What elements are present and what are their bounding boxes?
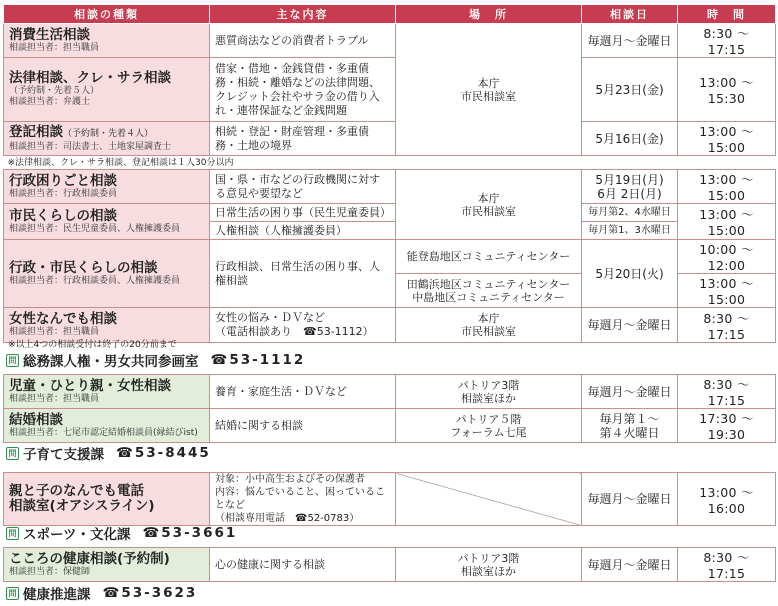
time-cell: 13:00 〜 15:00 xyxy=(678,170,776,204)
header-date: 相談日 xyxy=(582,5,678,24)
content-cell: 日常生活の困り事（民生児童委員） xyxy=(210,204,396,222)
place-cell-empty xyxy=(396,473,582,526)
time-cell: 13:00 〜 15:30 xyxy=(678,58,776,122)
service-staff: 相談担当者：担当職員 xyxy=(9,327,100,337)
service-name: こころの健康相談(予約制) xyxy=(9,550,170,567)
header-place: 場 所 xyxy=(396,5,582,24)
department-icon: 問 xyxy=(6,587,19,600)
time-cell: 8:30 〜 17:15 xyxy=(678,308,776,343)
service-name: 女性なんでも相談 xyxy=(9,311,117,327)
date-cell: 毎週月〜金曜日 xyxy=(582,24,678,58)
time-cell: 8:30 〜 17:15 xyxy=(678,375,776,409)
date-cell: 5月23日(金) xyxy=(582,58,678,122)
table-row xyxy=(4,170,776,204)
service-cell xyxy=(4,473,210,526)
dept-name: 総務課人権・男女共同参画室 xyxy=(23,354,199,370)
service-staff: 相談担当者：司法書士、土地家屋調査士 xyxy=(9,141,172,152)
table-row xyxy=(4,24,776,58)
consultation-table xyxy=(3,4,776,343)
time-cell: 17:30 〜 19:30 xyxy=(678,409,776,443)
content-cell: 人権相談（人権擁護委員） xyxy=(210,222,396,240)
note-row xyxy=(4,156,776,170)
time-cell: 8:30 〜 17:15 xyxy=(678,548,776,582)
table-row xyxy=(4,122,776,156)
department-icon: 問 xyxy=(6,527,19,540)
place-cell: 能登島地区コミュニティセンター xyxy=(396,240,582,274)
note-legal: ※法律相談、クレ・サラ相談、登記相談は１人30分以内 xyxy=(4,156,776,170)
dept-name: 子育て支援課 xyxy=(23,447,104,463)
service-name: 結婚相談 xyxy=(9,411,63,428)
date-cell: 5月19日(月) 6月 2日(月) xyxy=(582,170,678,204)
table-row xyxy=(4,58,776,122)
table-row xyxy=(4,548,776,582)
service-cell xyxy=(4,308,210,343)
service-staff: 相談担当者：担当職員 xyxy=(9,42,100,53)
time-cell: 13:00 〜 15:00 xyxy=(678,122,776,156)
service-cell xyxy=(4,240,210,308)
place-cell: 田鶴浜地区コミュニティセンター 中島地区コミュニティセンター xyxy=(396,274,582,308)
consultation-table-3 xyxy=(3,472,776,526)
dept-header xyxy=(0,350,305,370)
service-name-2: 相談室(オアシスライン) xyxy=(9,498,155,514)
place-cell: パトリア3階 相談室ほか xyxy=(396,375,582,409)
place-cell: パトリア3階 相談室ほか xyxy=(396,548,582,582)
header-row xyxy=(4,5,776,24)
dept-header xyxy=(0,443,211,463)
dept-name: スポーツ・文化課 xyxy=(23,527,131,543)
service-cell xyxy=(4,375,210,409)
place-cell: パトリア５階 フォーラム七尾 xyxy=(396,409,582,443)
date-cell: 毎週月〜金曜日 xyxy=(582,548,678,582)
service-cell xyxy=(4,122,210,156)
date-cell: 毎月第１〜 第４火曜日 xyxy=(582,409,678,443)
date-cell: 毎週月〜金曜日 xyxy=(582,473,678,526)
time-cell: 13:00 〜 15:00 xyxy=(678,204,776,240)
place-cell: 本庁 市民相談室 xyxy=(396,170,582,240)
content-cell: 対象：小中高生およびその保護者 内容：悩んでいること、困っていることなど （相談専用電話 ☎52-0783） xyxy=(210,473,396,526)
service-name: 児童・ひとり親・女性相談 xyxy=(9,377,171,394)
service-staff: 相談担当者：民生児童委員、人権擁護委員 xyxy=(9,223,181,234)
content-cell: 悪質商法などの消費者トラブル xyxy=(210,24,396,58)
header-time: 時 間 xyxy=(678,5,776,24)
service-staff: 相談担当者：行政相談委員、人権擁護委員 xyxy=(9,275,181,286)
department-icon: 問 xyxy=(6,354,19,367)
service-cell xyxy=(4,58,210,122)
note-reception: ※以上4つの相談受付は終了の20分前まで xyxy=(8,340,177,350)
service-staff: 相談担当者：七尾市認定結婚相談員(縁結びist) xyxy=(9,427,198,438)
service-name: 登記相談（予約制・先着４人） xyxy=(9,123,154,140)
content-cell: 結婚に関する相談 xyxy=(210,409,396,443)
service-cell xyxy=(4,24,210,58)
date-cell: 毎週月〜金曜日 xyxy=(582,375,678,409)
dept-phone: ☎53-3623 xyxy=(102,585,198,601)
service-staff: 相談担当者：行政相談委員 xyxy=(9,188,118,199)
dept-phone: ☎53-3661 xyxy=(142,525,238,541)
department-icon: 問 xyxy=(6,447,19,460)
consultation-table-2 xyxy=(3,374,776,443)
service-name: 市民くらしの相談 xyxy=(9,207,117,224)
time-cell: 10:00 〜 12:00 xyxy=(678,240,776,274)
service-cell xyxy=(4,409,210,443)
date-cell: 毎週月〜金曜日 xyxy=(582,308,678,343)
content-cell: 女性の悩み・ＤＶなど （電話相談あり ☎53-1112） xyxy=(210,308,396,343)
consultation-table-4 xyxy=(3,547,776,582)
dept-header xyxy=(0,523,237,543)
service-staff: 相談担当者：弁護士 xyxy=(9,97,91,107)
content-cell: 借家・借地・金銭貸借・多重債務・相続・離婚などの法律問題、クレジット会社やサラ金の借り入れ・連帯保証など金銭問題 xyxy=(210,58,396,122)
service-staff: 相談担当者：担当職員 xyxy=(9,393,100,404)
place-cell: 本庁 市民相談室 xyxy=(396,308,582,343)
service-cell xyxy=(4,548,210,582)
content-cell: 相続・登記・財産管理・多重債務・土地の境界 xyxy=(210,122,396,156)
date-cell: 毎月第1、3水曜日 xyxy=(582,222,678,240)
service-note: （予約制・先着５人） xyxy=(9,86,100,96)
dept-name: 健康推進課 xyxy=(23,587,91,603)
time-cell: 13:00 〜 15:00 xyxy=(678,274,776,308)
time-cell: 13:00 〜 16:00 xyxy=(678,473,776,526)
service-name: 法律相談、クレ・サラ相談 xyxy=(9,70,171,86)
content-cell: 養育・家庭生活・ＤＶなど xyxy=(210,375,396,409)
dept-header xyxy=(0,583,197,603)
table-row xyxy=(4,409,776,443)
table-row xyxy=(4,308,776,343)
table-row xyxy=(4,204,776,222)
service-name: 行政困りごと相談 xyxy=(9,172,117,189)
table-row xyxy=(4,240,776,274)
content-cell: 国・県・市などの行政機関に対する意見や要望など xyxy=(210,170,396,204)
place-cell: 本庁 市民相談室 xyxy=(396,24,582,156)
dept-phone: ☎53-1112 xyxy=(210,352,306,368)
header-content: 主な内容 xyxy=(210,5,396,24)
dept-phone: ☎53-8445 xyxy=(116,445,211,461)
service-name: 親と子のなんでも電話 xyxy=(9,483,144,499)
service-cell xyxy=(4,170,210,204)
date-cell: 5月16日(金) xyxy=(582,122,678,156)
date-cell: 5月20日(火) xyxy=(582,240,678,308)
time-cell: 8:30 〜 17:15 xyxy=(678,24,776,58)
header-type: 相談の種類 xyxy=(4,5,210,24)
service-staff: 相談担当者：保健師 xyxy=(9,566,91,577)
service-name: 行政・市民くらしの相談 xyxy=(9,259,158,276)
service-name: 消費生活相談 xyxy=(9,26,90,43)
table-row xyxy=(4,473,776,526)
service-cell xyxy=(4,204,210,240)
content-cell: 心の健康に関する相談 xyxy=(210,548,396,582)
table-row xyxy=(4,375,776,409)
date-cell: 毎月第2、4水曜日 xyxy=(582,204,678,222)
content-cell: 行政相談、日常生活の困り事、人権相談 xyxy=(210,240,396,308)
